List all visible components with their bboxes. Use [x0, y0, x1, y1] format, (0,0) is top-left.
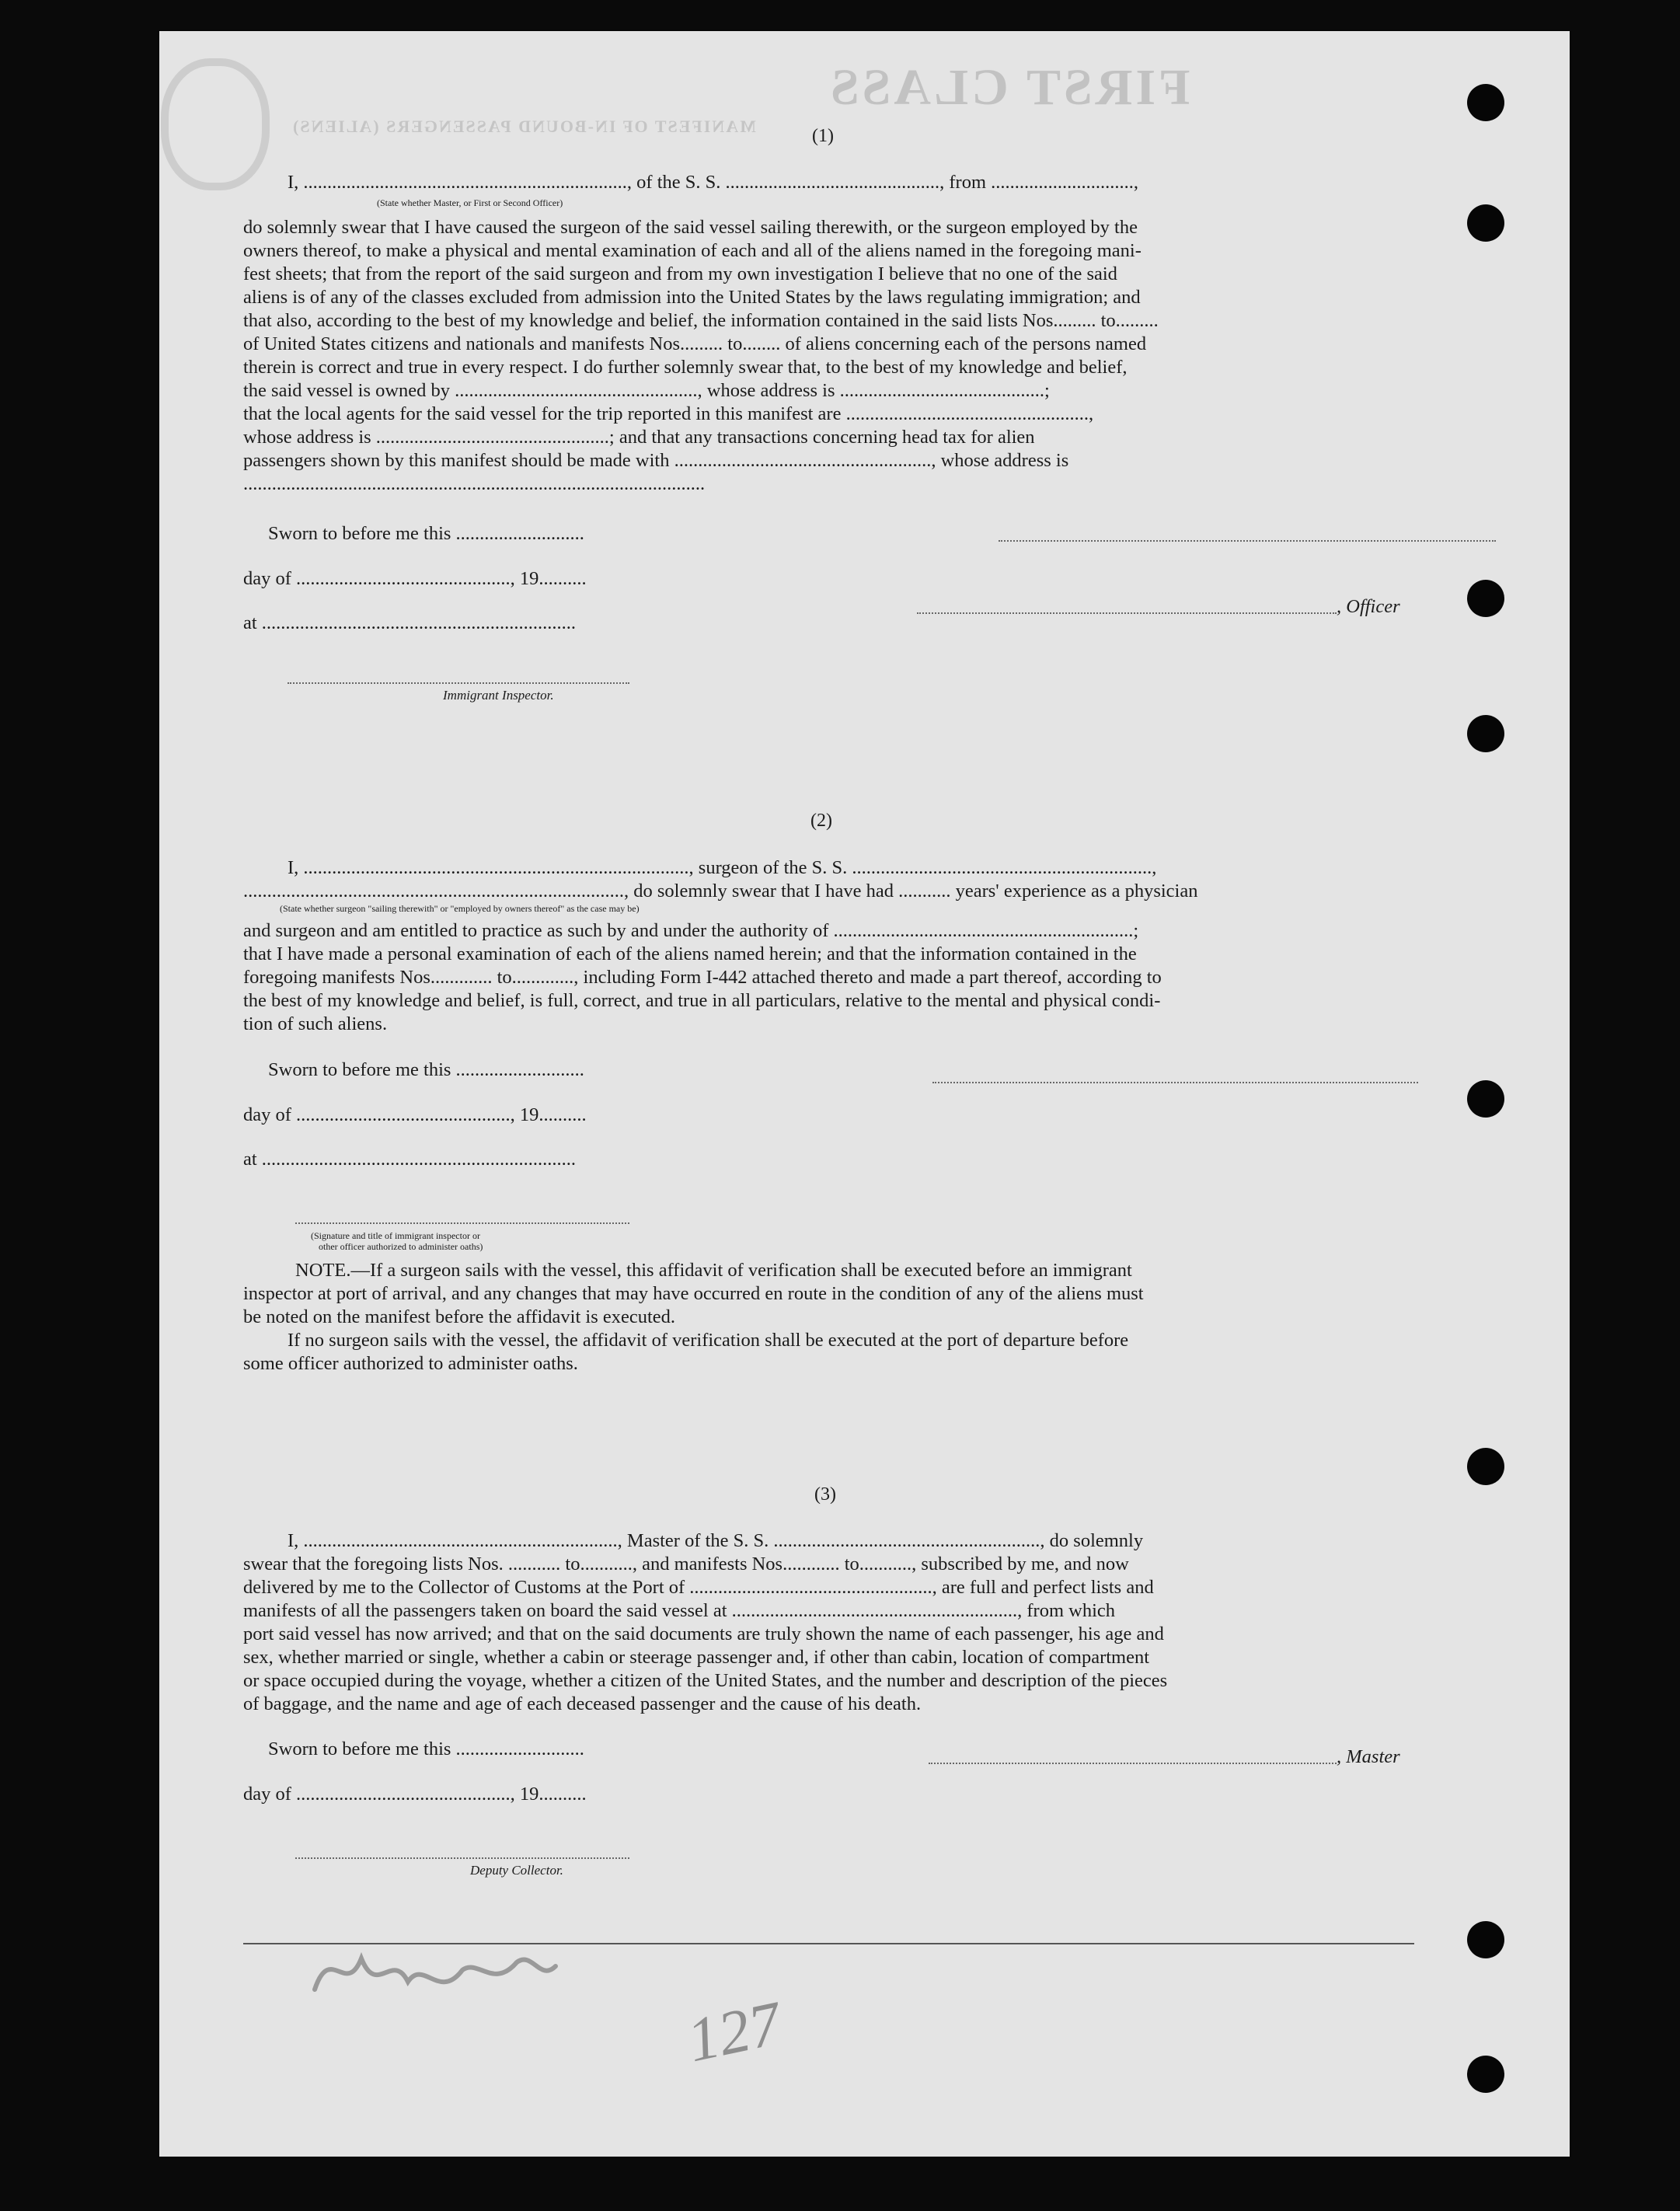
signature-line [295, 1857, 629, 1859]
note-line: be noted on the manifest before the affidavit is executed. [243, 1306, 676, 1327]
handwritten-number: 127 [681, 1989, 787, 2076]
note-line: NOTE.—If a surgeon sails with the vessel, this affidavit of verification shall be executed before an immigrant [295, 1260, 1132, 1281]
paragraph-line: delivered by me to the Collector of Customs at the Port of ..................................................., are full and perfect lists and [243, 1577, 1154, 1598]
paragraph-line: foregoing manifests Nos............. to............., including Form I-442 attached thereto and made a part thereof, according to [243, 967, 1162, 988]
punch-hole [1467, 1448, 1504, 1485]
punch-hole [1467, 84, 1504, 121]
punch-hole [1467, 2056, 1504, 2093]
signature-note: other officer authorized to administer oaths) [319, 1241, 483, 1252]
signature-line [932, 1082, 1418, 1083]
paragraph-line: of United States citizens and nationals and manifests Nos......... to........ of aliens concerning each of the persons named [243, 333, 1147, 354]
punch-hole [1467, 715, 1504, 752]
section-heading: (2) [810, 811, 832, 831]
day-line: day of ............................................., 19.......... [243, 1104, 587, 1125]
paragraph-line: sex, whether married or single, whether a cabin or steerage passenger and, if other than cabin, location of compartment [243, 1647, 1150, 1668]
paragraph-line: ................................................................................................. [243, 473, 706, 494]
paragraph-line: I, .................................................................., Master of the S. S. ........................................................, do solemnly [288, 1530, 1144, 1551]
document-page [159, 31, 1570, 2157]
oath-line: ................................................................................, do solemnly swear that I have had ........... years' experience as a physician [243, 881, 1198, 901]
paragraph-line: port said vessel has now arrived; and that on the said documents are truly shown the name of each passenger, his age and [243, 1623, 1164, 1644]
paragraph-line: the best of my knowledge and belief, is full, correct, and true in all particulars, relative to the mental and physical condi- [243, 990, 1161, 1011]
note-line: If no surgeon sails with the vessel, the affidavit of verification shall be executed at the port of departure before [288, 1330, 1129, 1351]
paragraph-line: that the local agents for the said vessel for the trip reported in this manifest are ..................................................., [243, 403, 1094, 424]
punch-hole [1467, 204, 1504, 242]
deputy-collector-label: Deputy Collector. [470, 1863, 563, 1878]
day-line: day of ............................................., 19.......... [243, 1784, 587, 1805]
paragraph-line: of baggage, and the name and age of each deceased passenger and the cause of his death. [243, 1693, 922, 1714]
section-heading: (3) [814, 1484, 836, 1505]
paragraph-line: fest sheets; that from the report of the said surgeon and from my own investigation I believe that no one of the said [243, 263, 1117, 284]
officer-label: , Officer [1337, 596, 1400, 617]
bleed-through-header: FIRST CLASS [828, 59, 1190, 116]
paragraph-line: tion of such aliens. [243, 1013, 388, 1034]
note-line: some officer authorized to administer oaths. [243, 1353, 578, 1374]
master-label: , Master [1337, 1746, 1400, 1767]
paragraph-line: manifests of all the passengers taken on board the said vessel at ............................................................, from which [243, 1600, 1116, 1621]
day-line: day of ............................................., 19.......... [243, 568, 587, 589]
paragraph-line: therein is correct and true in every respect. I do further solemnly swear that, to the best of my knowledge and belief, [243, 357, 1128, 378]
at-line: at .................................................................. [243, 1149, 577, 1170]
corner-stamp-mark [161, 58, 270, 190]
sworn-line: Sworn to before me this ........................... [268, 523, 584, 544]
handwritten-signature [307, 1927, 563, 2021]
signature-line [288, 682, 629, 684]
paragraph-line: passengers shown by this manifest should be made with ......................................................, whose address is [243, 450, 1069, 471]
note-line: inspector at port of arrival, and any changes that may have occurred en route in the condition of any of the aliens must [243, 1283, 1144, 1304]
inspector-label: Immigrant Inspector. [443, 688, 554, 703]
paragraph-line: the said vessel is owned by ..................................................., whose address is ...........................................; [243, 380, 1050, 401]
section-heading: (1) [812, 126, 834, 146]
bleed-through-subheader: MANIFEST OF IN-BOUND PASSENGERS (ALIENS) [291, 117, 756, 136]
sworn-line: Sworn to before me this ........................... [268, 1738, 584, 1759]
signature-line [999, 540, 1496, 542]
oath-line: I, ................................................................................., surgeon of the S. S. ..............................................................., [288, 857, 1157, 878]
signature-line [295, 1222, 629, 1224]
signature-line [917, 612, 1337, 614]
field-note: (State whether surgeon "sailing therewith" or "employed by owners thereof" as the case may be) [280, 903, 640, 914]
sworn-line: Sworn to before me this ........................... [268, 1059, 584, 1080]
punch-hole [1467, 580, 1504, 617]
paragraph-line: that I have made a personal examination of each of the aliens named herein; and that the information contained in the [243, 943, 1137, 964]
signature-note: (Signature and title of immigrant inspector or [311, 1230, 480, 1241]
punch-hole [1467, 1080, 1504, 1118]
signature-line [929, 1763, 1337, 1764]
paragraph-line: aliens is of any of the classes excluded from admission into the United States by the laws regulating immigration; and [243, 287, 1141, 308]
paragraph-line: or space occupied during the voyage, whether a citizen of the United States, and the number and description of the pieces [243, 1670, 1168, 1691]
at-line: at .................................................................. [243, 612, 577, 633]
punch-hole [1467, 1921, 1504, 1958]
paragraph-line: that also, according to the best of my knowledge and belief, the information contained in the said lists Nos......... to......... [243, 310, 1159, 331]
paragraph-line: swear that the foregoing lists Nos. ........... to..........., and manifests Nos............ to..........., subscribed by me, and now [243, 1554, 1129, 1575]
paragraph-line: whose address is .................................................; and that any transactions concerning head tax for alien [243, 427, 1035, 448]
paragraph-line: do solemnly swear that I have caused the surgeon of the said vessel sailing therewith, or the surgeon employed by the [243, 217, 1138, 238]
paragraph-line: and surgeon and am entitled to practice as such by and under the authority of ...............................................................; [243, 920, 1139, 941]
field-note: (State whether Master, or First or Second Officer) [377, 197, 563, 208]
paragraph-line: owners thereof, to make a physical and mental examination of each and all of the aliens named in the foregoing mani- [243, 240, 1141, 261]
oath-line: I, ...................................................................., of the S. S. ............................................., from .............................., [288, 172, 1138, 193]
